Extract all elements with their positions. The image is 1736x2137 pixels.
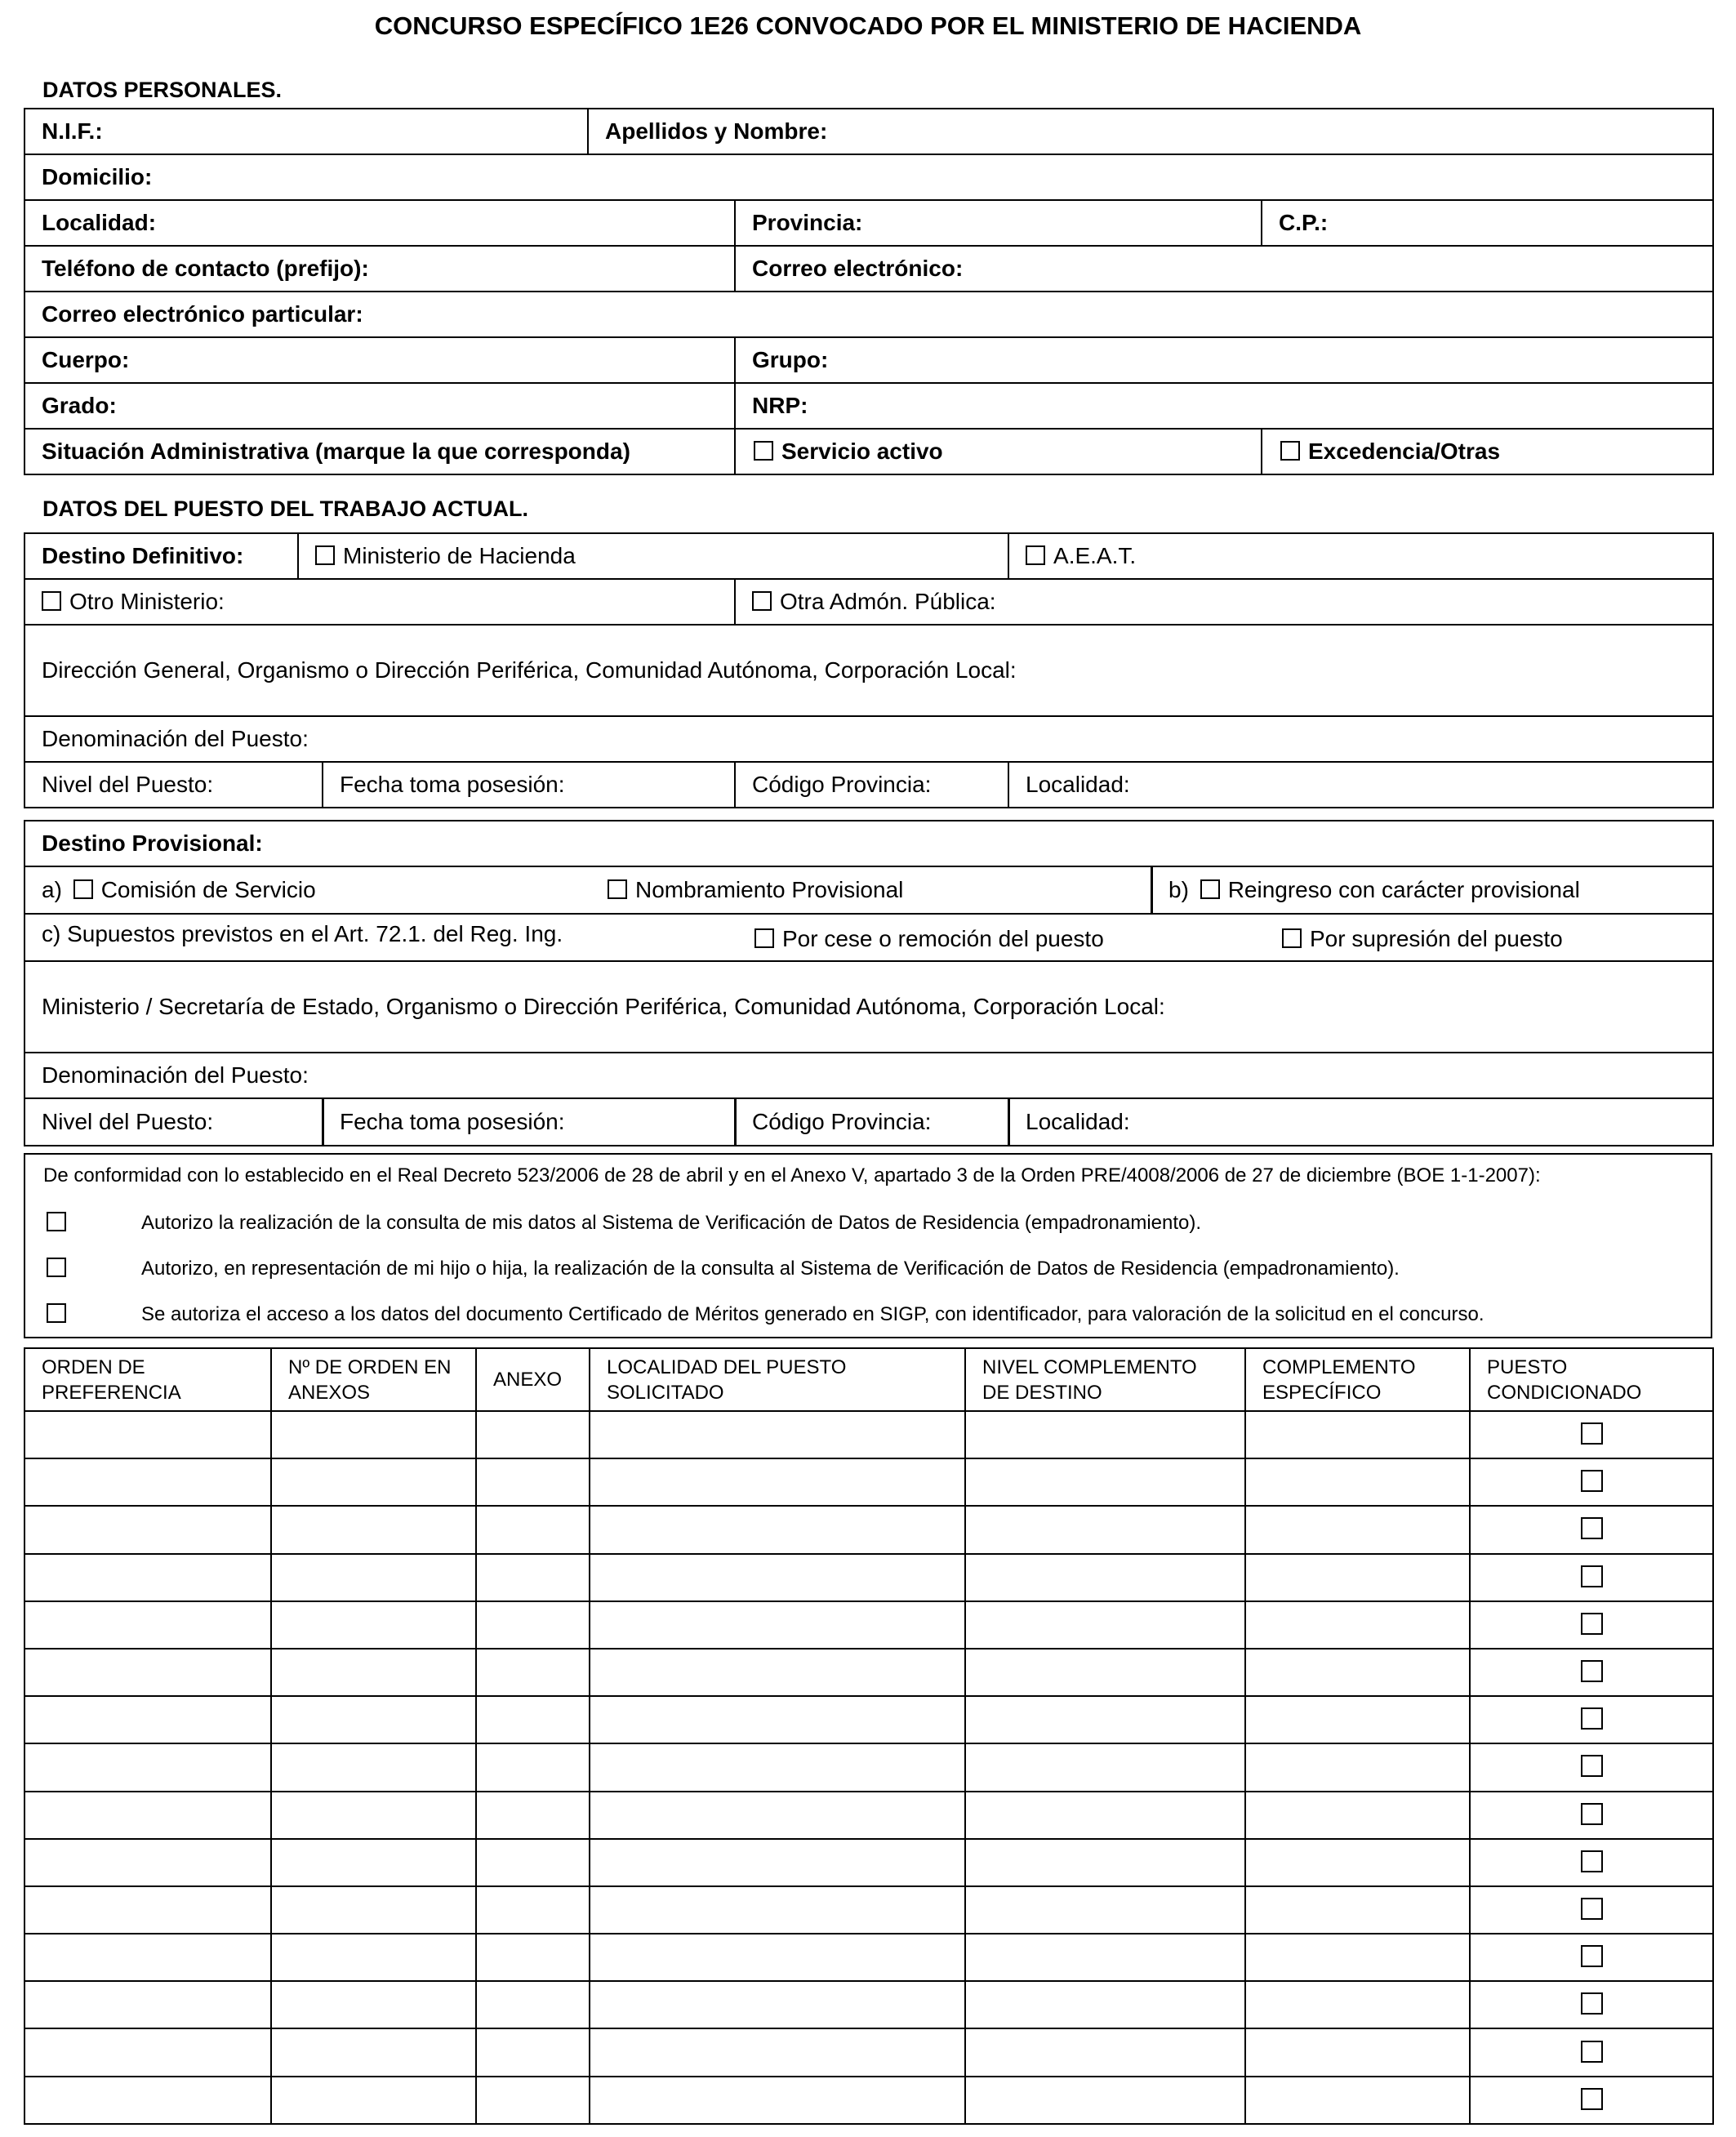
b-prefix: b) <box>1168 877 1189 902</box>
aeat-label: A.E.A.T. <box>1053 543 1137 568</box>
entry-cell[interactable] <box>590 1743 965 1791</box>
condicionado-cell[interactable] <box>1470 1458 1713 1506</box>
table-row <box>24 1458 1713 1506</box>
entry-cell[interactable] <box>1245 1792 1470 1839</box>
table-row <box>24 1792 1713 1839</box>
actual-job-table <box>24 532 1714 808</box>
servicio-activo-label: Servicio activo <box>781 439 943 464</box>
entry-cell[interactable] <box>965 1981 1245 2028</box>
entry-cell[interactable] <box>476 1458 590 1506</box>
comision-checkbox[interactable] <box>73 879 93 899</box>
consent-intro: De conformidad con lo establecido en el Real Decreto 523/2006 de 28 de abril y en el Anexo V, apartado 3 de la Orden PRE/4008/2006 de 27 de diciembre (BOE 1-1-2007): <box>43 1164 1541 1186</box>
consent-box <box>24 1153 1712 1338</box>
entry-cell[interactable] <box>476 1792 590 1839</box>
nrp-field[interactable]: NRP: <box>735 383 1713 429</box>
grupo-field[interactable]: Grupo: <box>735 337 1713 383</box>
header-puesto-condicionado: PUESTO CONDICIONADO <box>1470 1348 1713 1411</box>
consent-hijo-label: Autorizo, en representación de mi hijo o hija, la realización de la consulta al Sistema de Verificación de Datos de Residencia (empadronamiento). <box>141 1258 1400 1280</box>
entry-cell[interactable] <box>24 1839 271 1886</box>
entry-cell[interactable] <box>1245 1743 1470 1791</box>
entry-cell[interactable] <box>271 2077 476 2124</box>
entry-cell[interactable] <box>271 2028 476 2076</box>
nif-field[interactable]: N.I.F.: <box>24 109 588 154</box>
ministerio-hacienda-checkbox[interactable] <box>315 545 335 565</box>
entry-cell[interactable] <box>1245 1601 1470 1649</box>
servicio-activo-checkbox[interactable] <box>754 441 773 461</box>
entry-cell[interactable] <box>476 2077 590 2124</box>
denominacion-puesto-field[interactable]: Denominación del Puesto: <box>24 716 1713 762</box>
consent-residencia-label: Autorizo la realización de la consulta de mis datos al Sistema de Verificación de Datos de Residencia (empadronamiento). <box>141 1212 1202 1234</box>
nivel-puesto-field[interactable]: Nivel del Puesto: <box>24 762 323 808</box>
correo-field[interactable]: Correo electrónico: <box>735 246 1713 292</box>
column-divider <box>322 1099 324 1145</box>
entry-cell[interactable] <box>965 1554 1245 1601</box>
cp-field[interactable]: C.P.: <box>1262 200 1713 246</box>
positions-table <box>24 1347 1714 2125</box>
entry-cell[interactable] <box>965 1601 1245 1649</box>
condicionado-cell[interactable] <box>1470 1792 1713 1839</box>
entry-cell[interactable] <box>1245 1696 1470 1743</box>
entry-cell[interactable] <box>590 1696 965 1743</box>
condicionado-cell[interactable] <box>1470 1696 1713 1743</box>
entry-cell[interactable] <box>1245 2077 1470 2124</box>
entry-cell[interactable] <box>271 1506 476 1553</box>
table-row <box>24 1411 1713 1458</box>
section-personal-heading: DATOS PERSONALES. <box>42 78 283 102</box>
consent-hijo-checkbox[interactable] <box>47 1258 66 1277</box>
entry-cell[interactable] <box>24 1696 271 1743</box>
denominacion-provisional-field[interactable]: Denominación del Puesto: <box>24 1053 1713 1098</box>
provincia-field[interactable]: Provincia: <box>735 200 1262 246</box>
entry-cell[interactable] <box>590 1458 965 1506</box>
condicionado-cell[interactable] <box>1470 2028 1713 2076</box>
condicionado-checkbox[interactable] <box>1581 1517 1603 1539</box>
excedencia-checkbox[interactable] <box>1280 441 1300 461</box>
otra-admon-checkbox[interactable] <box>752 591 772 611</box>
entry-cell[interactable] <box>965 1458 1245 1506</box>
localidad-field[interactable]: Localidad: <box>24 200 735 246</box>
condicionado-cell[interactable] <box>1470 1649 1713 1696</box>
entry-cell[interactable] <box>965 1743 1245 1791</box>
table-row <box>24 1554 1713 1601</box>
entry-cell[interactable] <box>476 1696 590 1743</box>
entry-cell[interactable] <box>590 1506 965 1553</box>
table-row <box>24 1649 1713 1696</box>
nombramiento-label: Nombramiento Provisional <box>635 877 904 902</box>
entry-cell[interactable] <box>271 1792 476 1839</box>
entry-cell[interactable] <box>965 1839 1245 1886</box>
header-orden-anexos: Nº DE ORDEN EN ANEXOS <box>271 1348 476 1411</box>
entry-cell[interactable] <box>1245 1886 1470 1934</box>
entry-cell[interactable] <box>24 1792 271 1839</box>
entry-cell[interactable] <box>590 1411 965 1458</box>
entry-cell[interactable] <box>965 1696 1245 1743</box>
entry-cell[interactable] <box>1245 2028 1470 2076</box>
entry-cell[interactable] <box>965 2077 1245 2124</box>
entry-cell[interactable] <box>476 1839 590 1886</box>
grado-field[interactable]: Grado: <box>24 383 735 429</box>
aeat-option[interactable] <box>1008 533 1713 579</box>
condicionado-cell[interactable] <box>1470 1886 1713 1934</box>
table-row <box>24 1696 1713 1743</box>
entry-cell[interactable] <box>1245 1411 1470 1458</box>
section-actual-heading: DATOS DEL PUESTO DEL TRABAJO ACTUAL. <box>42 496 529 521</box>
otro-ministerio-checkbox[interactable] <box>42 591 61 611</box>
entry-cell[interactable] <box>24 1554 271 1601</box>
otro-ministerio-option[interactable] <box>24 579 735 625</box>
condicionado-cell[interactable] <box>1470 1506 1713 1553</box>
entry-cell[interactable] <box>271 1934 476 1981</box>
entry-cell[interactable] <box>1245 1649 1470 1696</box>
entry-cell[interactable] <box>590 1934 965 1981</box>
correo-particular-field[interactable]: Correo electrónico particular: <box>24 292 1713 337</box>
entry-cell[interactable] <box>965 1792 1245 1839</box>
condicionado-cell[interactable] <box>1470 1743 1713 1791</box>
supuestos-row <box>24 914 1713 961</box>
entry-cell[interactable] <box>1245 1458 1470 1506</box>
consent-item-residencia[interactable] <box>47 1212 1202 1235</box>
entry-cell[interactable] <box>1245 1934 1470 1981</box>
a-prefix: a) <box>42 877 62 902</box>
header-anexo: ANEXO <box>476 1348 590 1411</box>
condicionado-checkbox[interactable] <box>1581 1850 1603 1872</box>
entry-cell[interactable] <box>590 1981 965 2028</box>
condicionado-cell[interactable] <box>1470 1411 1713 1458</box>
condicionado-cell[interactable] <box>1470 1601 1713 1649</box>
table-row <box>24 1886 1713 1934</box>
condicionado-cell[interactable] <box>1470 1839 1713 1886</box>
condicionado-checkbox[interactable] <box>1581 2041 1603 2063</box>
servicio-activo-option[interactable] <box>735 429 1262 474</box>
codigo-provincia-provisional-field[interactable]: Código Provincia: <box>752 1109 932 1134</box>
otro-ministerio-label: Otro Ministerio: <box>69 589 225 614</box>
entry-cell[interactable] <box>590 1792 965 1839</box>
condicionado-checkbox[interactable] <box>1581 1803 1603 1825</box>
entry-cell[interactable] <box>590 2028 965 2076</box>
otra-admon-label: Otra Admón. Pública: <box>780 589 996 614</box>
entry-cell[interactable] <box>590 1839 965 1886</box>
cese-option[interactable] <box>754 926 1104 952</box>
entry-cell[interactable] <box>1245 1506 1470 1553</box>
nivel-provisional-field[interactable]: Nivel del Puesto: <box>42 1109 214 1134</box>
condicionado-checkbox[interactable] <box>1581 1945 1603 1967</box>
entry-cell[interactable] <box>476 1743 590 1791</box>
entry-cell[interactable] <box>1245 1839 1470 1886</box>
entry-cell[interactable] <box>476 1981 590 2028</box>
ministerio-hacienda-label: Ministerio de Hacienda <box>343 543 576 568</box>
entry-cell[interactable] <box>24 1934 271 1981</box>
entry-cell[interactable] <box>271 1743 476 1791</box>
entry-cell[interactable] <box>271 1886 476 1934</box>
condicionado-checkbox[interactable] <box>1581 1470 1603 1492</box>
consent-item-sigp[interactable] <box>47 1303 1485 1327</box>
condicionado-checkbox[interactable] <box>1581 1992 1603 2015</box>
provisional-table <box>24 820 1714 1146</box>
cese-checkbox[interactable] <box>754 928 774 948</box>
condicionado-checkbox[interactable] <box>1581 2088 1603 2110</box>
codigo-provincia-field[interactable]: Código Provincia: <box>735 762 1008 808</box>
condicionado-checkbox[interactable] <box>1581 1422 1603 1445</box>
entry-cell[interactable] <box>965 1934 1245 1981</box>
condicionado-checkbox[interactable] <box>1581 1660 1603 1682</box>
excedencia-label: Excedencia/Otras <box>1308 439 1501 464</box>
entry-cell[interactable] <box>271 1601 476 1649</box>
entry-cell[interactable] <box>476 2028 590 2076</box>
reingreso-checkbox[interactable] <box>1200 879 1220 899</box>
supresion-label: Por supresión del puesto <box>1310 926 1563 951</box>
reingreso-option[interactable] <box>1168 877 1580 903</box>
supuestos-label: c) Supuestos previstos en el Art. 72.1. del Reg. Ing. <box>42 921 563 946</box>
entry-cell[interactable] <box>24 1649 271 1696</box>
column-divider <box>1008 1099 1010 1145</box>
entry-cell[interactable] <box>476 1506 590 1553</box>
header-nivel-complemento: NIVEL COMPLEMENTO DE DESTINO <box>965 1348 1245 1411</box>
entry-cell[interactable] <box>965 1411 1245 1458</box>
entry-cell[interactable] <box>1245 1981 1470 2028</box>
condicionado-checkbox[interactable] <box>1581 1707 1603 1730</box>
entry-cell[interactable] <box>590 1554 965 1601</box>
consent-sigp-checkbox[interactable] <box>47 1303 66 1323</box>
direccion-general-field[interactable]: Dirección General, Organismo o Dirección Periférica, Comunidad Autónoma, Corporación Local: <box>24 625 1713 716</box>
condicionado-checkbox[interactable] <box>1581 1755 1603 1777</box>
provisional-options-row <box>24 866 1713 914</box>
entry-cell[interactable] <box>965 1649 1245 1696</box>
condicionado-checkbox[interactable] <box>1581 1898 1603 1920</box>
entry-cell[interactable] <box>590 2077 965 2124</box>
domicilio-field[interactable]: Domicilio: <box>24 154 1713 200</box>
entry-cell[interactable] <box>24 1886 271 1934</box>
entry-cell[interactable] <box>271 1458 476 1506</box>
personal-data-table <box>24 108 1714 475</box>
entry-cell[interactable] <box>24 1506 271 1553</box>
entry-cell[interactable] <box>476 1886 590 1934</box>
comision-label: Comisión de Servicio <box>100 877 316 902</box>
entry-cell[interactable] <box>476 1554 590 1601</box>
condicionado-checkbox[interactable] <box>1581 1613 1603 1635</box>
entry-cell[interactable] <box>590 1886 965 1934</box>
entry-cell[interactable] <box>24 1411 271 1458</box>
telefono-field[interactable]: Teléfono de contacto (prefijo): <box>24 246 735 292</box>
entry-cell[interactable] <box>965 2028 1245 2076</box>
entry-cell[interactable] <box>965 1506 1245 1553</box>
apellidos-field[interactable]: Apellidos y Nombre: <box>588 109 1713 154</box>
consent-item-hijo[interactable] <box>47 1258 1400 1281</box>
entry-cell[interactable] <box>271 1411 476 1458</box>
entry-cell[interactable] <box>271 1839 476 1886</box>
condicionado-cell[interactable] <box>1470 1934 1713 1981</box>
situacion-label: Situación Administrativa (marque la que corresponda) <box>24 429 735 474</box>
entry-cell[interactable] <box>476 1601 590 1649</box>
nombramiento-option[interactable] <box>608 877 903 903</box>
entry-cell[interactable] <box>476 1649 590 1696</box>
entry-cell[interactable] <box>24 2028 271 2076</box>
destino-provisional-label: Destino Provisional: <box>24 821 1713 866</box>
entry-cell[interactable] <box>24 1601 271 1649</box>
column-divider <box>1151 867 1153 913</box>
header-orden-preferencia: ORDEN DE PREFERENCIA <box>24 1348 271 1411</box>
table-row <box>24 1981 1713 2028</box>
otra-admon-option[interactable] <box>735 579 1713 625</box>
entry-cell[interactable] <box>476 1411 590 1458</box>
nombramiento-checkbox[interactable] <box>608 879 627 899</box>
entry-cell[interactable] <box>271 1981 476 2028</box>
supresion-option[interactable] <box>1282 926 1563 952</box>
entry-cell[interactable] <box>271 1554 476 1601</box>
provisional-detail-row <box>24 1098 1713 1146</box>
condicionado-checkbox[interactable] <box>1581 1565 1603 1587</box>
header-complemento-especifico: COMPLEMENTO ESPECÍFICO <box>1245 1348 1470 1411</box>
table-row <box>24 1839 1713 1886</box>
entry-cell[interactable] <box>24 1458 271 1506</box>
fecha-posesion-field[interactable]: Fecha toma posesión: <box>323 762 735 808</box>
ministerio-organismo-field[interactable]: Ministerio / Secretaría de Estado, Organismo o Dirección Periférica, Comunidad Autónoma, Corporación Local: <box>24 961 1713 1053</box>
entry-cell[interactable] <box>24 1743 271 1791</box>
fecha-provisional-field[interactable]: Fecha toma posesión: <box>340 1109 565 1134</box>
localidad-puesto-field[interactable]: Localidad: <box>1008 762 1713 808</box>
consent-sigp-label: Se autoriza el acceso a los datos del documento Certificado de Méritos generado en SIGP, con identificador, para valoración de la solicitud en el concurso. <box>141 1303 1485 1325</box>
table-row <box>24 1601 1713 1649</box>
entry-cell[interactable] <box>590 1601 965 1649</box>
condicionado-cell[interactable] <box>1470 1981 1713 2028</box>
entry-cell[interactable] <box>590 1649 965 1696</box>
localidad-provisional-field[interactable]: Localidad: <box>1026 1109 1130 1134</box>
consent-residencia-checkbox[interactable] <box>47 1212 66 1231</box>
entry-cell[interactable] <box>965 1886 1245 1934</box>
page-title: CONCURSO ESPECÍFICO 1E26 CONVOCADO POR EL MINISTERIO DE HACIENDA <box>374 11 1362 40</box>
table-row <box>24 2077 1713 2124</box>
reingreso-label: Reingreso con carácter provisional <box>1227 877 1580 902</box>
table-row <box>24 1506 1713 1553</box>
destino-definitivo-label: Destino Definitivo: <box>24 533 298 579</box>
column-divider <box>734 1099 737 1145</box>
entry-cell[interactable] <box>1245 1554 1470 1601</box>
table-row <box>24 2028 1713 2076</box>
comision-option[interactable] <box>42 877 316 903</box>
entry-cell[interactable] <box>476 1934 590 1981</box>
table-row <box>24 1934 1713 1981</box>
ministerio-hacienda-option[interactable] <box>298 533 1008 579</box>
supresion-checkbox[interactable] <box>1282 928 1302 948</box>
entry-cell[interactable] <box>271 1696 476 1743</box>
cuerpo-field[interactable]: Cuerpo: <box>24 337 735 383</box>
entry-cell[interactable] <box>24 2077 271 2124</box>
excedencia-option[interactable] <box>1262 429 1713 474</box>
entry-cell[interactable] <box>24 1981 271 2028</box>
table-row <box>24 1743 1713 1791</box>
condicionado-cell[interactable] <box>1470 2077 1713 2124</box>
header-localidad: LOCALIDAD DEL PUESTO SOLICITADO <box>590 1348 965 1411</box>
condicionado-cell[interactable] <box>1470 1554 1713 1601</box>
aeat-checkbox[interactable] <box>1026 545 1045 565</box>
cese-label: Por cese o remoción del puesto <box>782 926 1104 951</box>
entry-cell[interactable] <box>271 1649 476 1696</box>
